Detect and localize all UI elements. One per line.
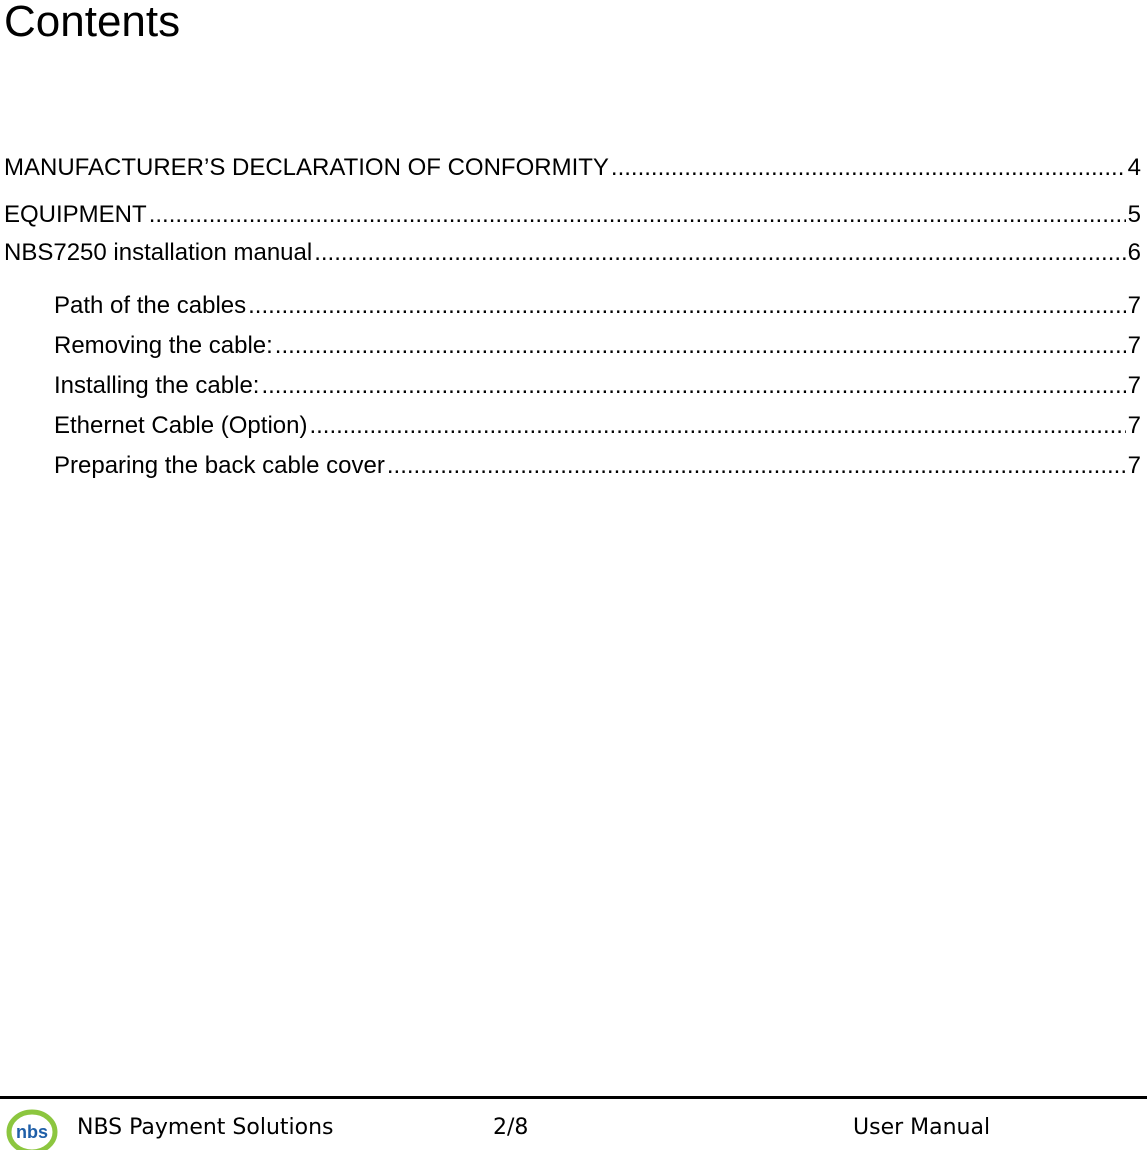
- toc-entry-installation-manual[interactable]: [4, 238, 1141, 268]
- toc-page-number: 7: [1127, 332, 1141, 359]
- footer-page-number: 2/8: [493, 1115, 529, 1140]
- toc-leader-dots: [149, 200, 1126, 230]
- toc-entry-declaration[interactable]: [4, 153, 1141, 183]
- toc-entry-label: Preparing the back cable cover: [54, 452, 385, 479]
- toc-leader-dots: [387, 451, 1126, 481]
- toc-entry-installing-cable[interactable]: [54, 371, 1141, 401]
- footer-document-type: User Manual: [853, 1115, 991, 1140]
- toc-page-number: 7: [1127, 412, 1141, 439]
- toc-leader-dots: [611, 153, 1126, 183]
- toc-entry-label: Path of the cables: [54, 292, 247, 319]
- toc-entry-back-cable-cover[interactable]: [54, 451, 1141, 481]
- toc-leader-dots: [309, 411, 1125, 441]
- toc-entry-label: Installing the cable:: [54, 372, 260, 399]
- toc-leader-dots: [248, 291, 1126, 321]
- toc-entry-equipment[interactable]: [4, 200, 1141, 230]
- toc-entry-label: MANUFACTURER’S DECLARATION OF CONFORMITY: [4, 154, 609, 181]
- toc-entry-removing-cable[interactable]: [54, 331, 1141, 361]
- nbs-logo: [6, 1106, 58, 1150]
- toc-leader-dots: [275, 331, 1126, 361]
- page-footer: [0, 1100, 1147, 1144]
- toc-entry-label: Ethernet Cable (Option): [54, 412, 308, 439]
- toc-entry-label: NBS7250 installation manual: [4, 239, 313, 266]
- toc-page-number: 7: [1127, 452, 1141, 479]
- nbs-logo-text: nbs: [15, 1122, 49, 1142]
- toc-page-number: 4: [1127, 154, 1141, 181]
- toc-entry-path-of-cables[interactable]: [54, 291, 1141, 321]
- toc-leader-dots: [314, 238, 1125, 268]
- toc-page-number: 7: [1127, 292, 1141, 319]
- footer-divider: [0, 1096, 1147, 1099]
- toc-entry-ethernet-cable[interactable]: [54, 411, 1141, 441]
- toc-entry-label: EQUIPMENT: [4, 201, 147, 228]
- footer-company-name: NBS Payment Solutions: [77, 1115, 334, 1140]
- page-title: Contents: [4, 0, 181, 46]
- toc-page-number: 7: [1127, 372, 1141, 399]
- toc-leader-dots: [261, 371, 1125, 401]
- toc-entry-label: Removing the cable:: [54, 332, 273, 359]
- toc-page-number: 6: [1127, 239, 1141, 266]
- toc-page-number: 5: [1127, 201, 1141, 228]
